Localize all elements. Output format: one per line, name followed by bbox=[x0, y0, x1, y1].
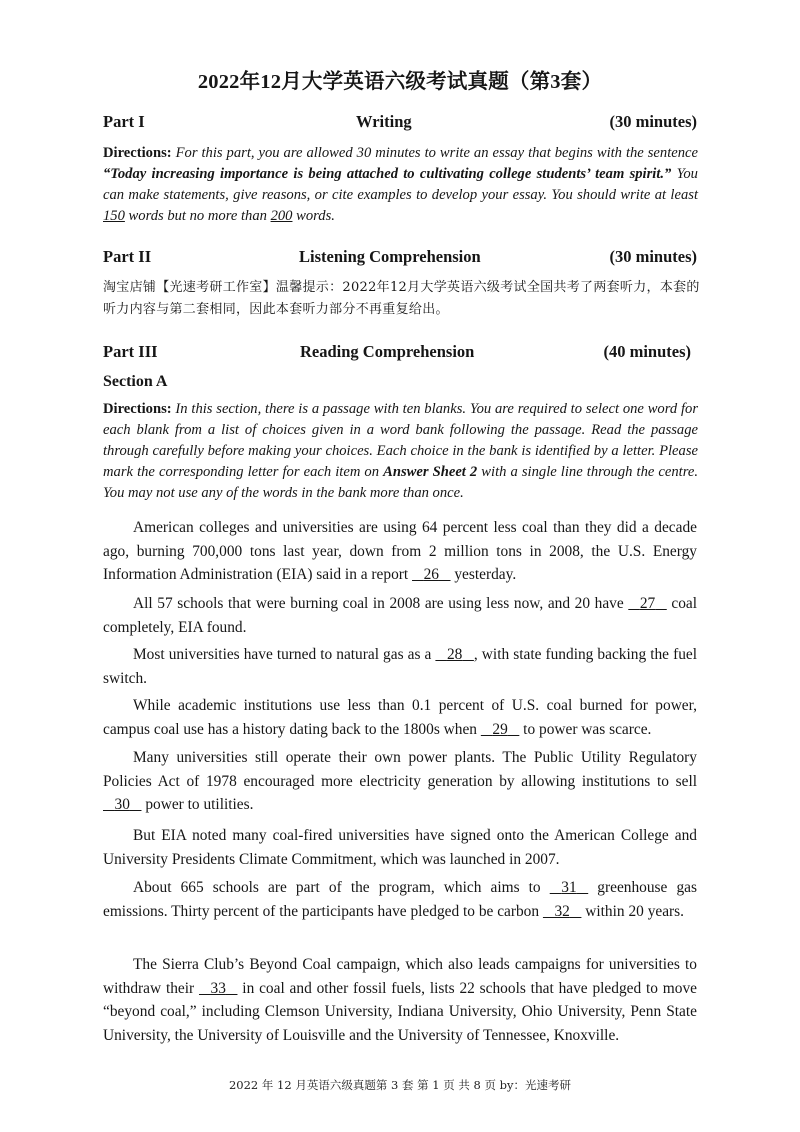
blank-30: 30 bbox=[114, 796, 130, 813]
part-2-label: Part II bbox=[103, 247, 152, 266]
blank-26: 26 bbox=[423, 566, 439, 583]
passage-paragraph: About 665 schools are part of the program, which aims to 31 greenhouse gas emissions. Thirty percent of the participants have pledged to be carbon 32 within 20 years. bbox=[103, 876, 697, 923]
blank-28: 28 bbox=[446, 646, 463, 663]
passage-paragraph: Most universities have turned to natural gas as a 28 , with state funding backing the fuel switch. bbox=[103, 643, 697, 690]
blank-32: 32 bbox=[554, 902, 570, 920]
page-footer: 2022 年 12 月英语六级真题第 3 套 第 1 页 共 8 页 by：光速考研 bbox=[228, 1078, 572, 1092]
part-3-header bbox=[103, 342, 691, 364]
blank-29: 29 bbox=[492, 720, 508, 738]
directions-label: Directions: bbox=[103, 145, 172, 161]
page-title: 2022年12月大学英语六级考试真题（第3套） bbox=[197, 71, 603, 93]
min-words: 150 bbox=[103, 208, 125, 224]
part-1-header bbox=[103, 112, 697, 134]
answer-sheet-ref: Answer Sheet 2 bbox=[383, 464, 478, 480]
part-3-name: Reading Comprehension bbox=[300, 342, 475, 361]
part-2-time: (30 minutes) bbox=[609, 247, 697, 266]
blank-33: 33 bbox=[210, 979, 226, 997]
part-1-name: Writing bbox=[356, 112, 412, 131]
part-1-time: (30 minutes) bbox=[609, 112, 697, 131]
essay-prompt: “Today increasing importance is being attached to cultivating college students’ team spirit.” bbox=[103, 166, 672, 182]
part-3-time: (40 minutes) bbox=[603, 342, 691, 361]
passage-paragraph: But EIA noted many coal-fired universities have signed onto the American College and University Presidents Climate Commitment, which was launched in 2007. bbox=[103, 827, 697, 868]
listening-notice: 淘宝店铺【光速考研工作室】温馨提示：2022年12月大学英语六级考试全国共考了两套听力，本套的听力内容与第二套相同，因此本套听力部分不再重复给出。 bbox=[103, 280, 700, 317]
passage-paragraph: American colleges and universities are using 64 percent less coal than they did a decade ago, burning 700,000 tons last year, down from 2 million tons in 2008, the U.S. Energy Information Administration (EIA) said in a report 26 yesterday. bbox=[103, 516, 697, 587]
passage-paragraph: The Sierra Club’s Beyond Coal campaign, which also leads campaigns for universities to withdraw their 33 in coal and other fossil fuels, lists 22 schools that have pledged to move “beyond coal,” including Clemson University, Indiana University, Ohio University, Penn State University, the University of Louisville and the University of Tennessee, Knoxville. bbox=[103, 956, 697, 1044]
part-3-directions: Directions: In this section, there is a passage with ten blanks. You are required to select one word for each blank from a list of choices given in a word bank following the passage. Read the passage through carefully before making your choices. Each choice in the bank is identified by a letter. Please mark the corresponding letter for each item on Answer Sheet 2 with a single line through the centre. You may not use any of the words in the bank more than once. bbox=[103, 401, 698, 501]
passage-paragraph: Many universities still operate their own power plants. The Public Utility Regulatory Policies Act of 1978 encouraged more electricity generation by allowing institutions to sell 30 power to utilities. bbox=[103, 746, 697, 817]
passage-paragraph: While academic institutions use less than 0.1 percent of U.S. coal burned for power, campus coal use has a history dating back to the 1800s when 29 to power was scarce. bbox=[103, 694, 697, 741]
part-3-label: Part III bbox=[103, 342, 158, 361]
part-2-name: Listening Comprehension bbox=[299, 247, 481, 266]
section-a-heading: Section A bbox=[103, 373, 168, 390]
passage-paragraph: All 57 schools that were burning coal in 2008 are using less now, and 20 have 27 coal completely, EIA found. bbox=[103, 592, 697, 639]
blank-31: 31 bbox=[561, 879, 577, 896]
part-1-label: Part I bbox=[103, 112, 145, 131]
directions-label: Directions: bbox=[103, 401, 172, 417]
blank-27: 27 bbox=[639, 595, 656, 612]
part-2-header bbox=[103, 247, 697, 269]
part-1-directions: Directions: For this part, you are allowed 30 minutes to write an essay that begins with the sentence “Today increasing importance is being attached to cultivating college students’ team spirit.” You can make statements, give reasons, or cite examples to develop your essay. You should write at least 150 words but no more than 200 words. bbox=[103, 145, 698, 224]
max-words: 200 bbox=[270, 208, 293, 224]
